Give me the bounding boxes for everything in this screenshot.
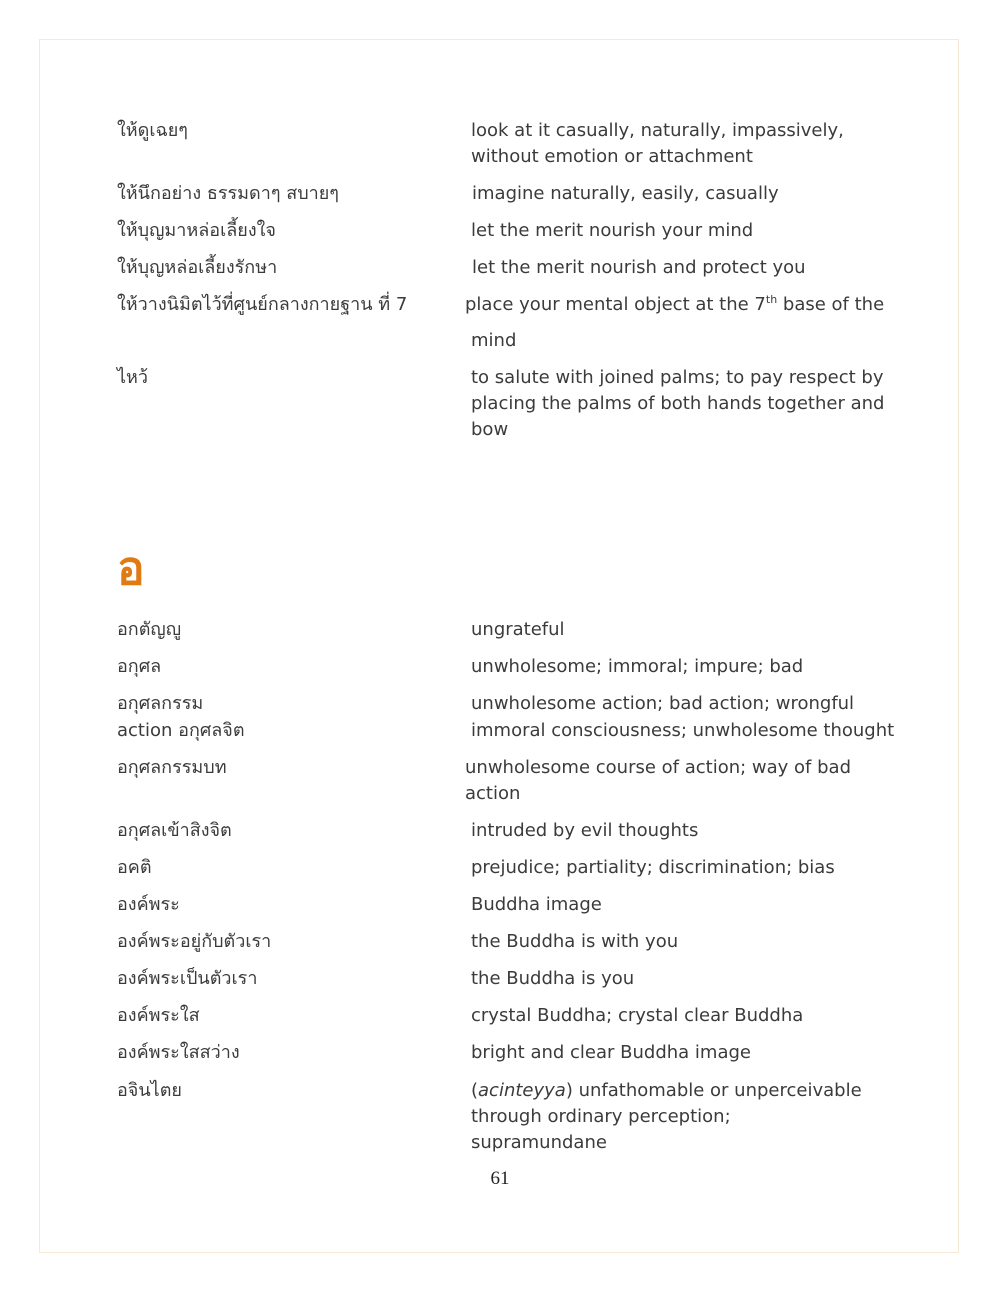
thai-term: องค์พระเป็นตัวเรา (117, 968, 258, 989)
thai-term: องค์พระ (117, 894, 180, 915)
english-definition: prejudice; partiality; discrimination; bias (471, 857, 835, 878)
thai-term: อกุศลเข้าสิงจิต (117, 820, 232, 841)
english-definition: to salute with joined palms; to pay respect by placing the palms of both hands together and bow (471, 367, 885, 440)
thai-term: องค์พระอยู่กับตัวเรา (117, 931, 272, 952)
english-definition: crystal Buddha; crystal clear Buddha (471, 1005, 804, 1026)
thai-term: องค์พระใส (117, 1005, 200, 1026)
english-definition: immoral consciousness; unwholesome thought (471, 720, 895, 741)
thai-term: ให้วางนิมิตไว้ที่ศูนย์กลางกายฐาน ที่ 7 (117, 294, 408, 315)
definition-text: base of the (777, 294, 885, 315)
thai-term: ให้บุญมาหล่อเลี้ยงใจ (117, 220, 276, 241)
pali-term: acinteyya (478, 1080, 566, 1101)
english-definition: Buddha image (471, 894, 602, 915)
ordinal-suffix: th (765, 293, 778, 306)
thai-term: อกุศลกรรมบท (117, 757, 227, 778)
thai-term: ไหว้ (117, 367, 149, 388)
thai-term: อกตัญญู (117, 619, 182, 640)
english-definition: mind (471, 330, 517, 351)
definition-text: ( (471, 1080, 479, 1101)
definition-text: ) (565, 1080, 573, 1101)
thai-term: องค์พระใสสว่าง (117, 1042, 240, 1063)
english-definition: the Buddha is you (471, 968, 635, 989)
thai-term: อกุศล (117, 656, 162, 677)
english-definition: let the merit nourish and protect you (472, 257, 806, 278)
english-definition (471, 1078, 871, 1156)
english-definition (465, 292, 885, 318)
thai-term: ให้นึกอย่าง ธรรมดาๆ สบายๆ (117, 183, 339, 204)
thai-term: อจินไตย (117, 1080, 182, 1101)
english-definition: unwholesome course of action; way of bad action (465, 757, 851, 804)
english-definition: look at it casually, naturally, impassively, without emotion or attachment (471, 120, 844, 167)
english-definition: bright and clear Buddha image (471, 1042, 751, 1063)
thai-term: ให้บุญหล่อเลี้ยงรักษา (117, 257, 278, 278)
english-definition: imagine naturally, easily, casually (472, 183, 779, 204)
english-definition: the Buddha is with you (471, 931, 679, 952)
english-definition: let the merit nourish your mind (471, 220, 754, 241)
definition-text: unfathomable or unperceivable through ordinary perception; supramundane (471, 1080, 862, 1153)
english-definition: unwholesome action; bad action; wrongful (471, 693, 855, 714)
section-letter: อ (117, 541, 145, 595)
thai-term: ให้ดูเฉยๆ (117, 120, 188, 141)
english-definition: ungrateful (471, 619, 565, 640)
thai-term: อกุศลกรรม (117, 693, 204, 714)
english-definition: unwholesome; immoral; impure; bad (471, 656, 804, 677)
thai-term: อคติ (117, 857, 152, 878)
thai-term: action อกุศลจิต (117, 720, 245, 741)
page-number: 61 (490, 1168, 510, 1189)
english-definition: intruded by evil thoughts (471, 820, 699, 841)
definition-text: place your mental object at the 7 (465, 294, 766, 315)
